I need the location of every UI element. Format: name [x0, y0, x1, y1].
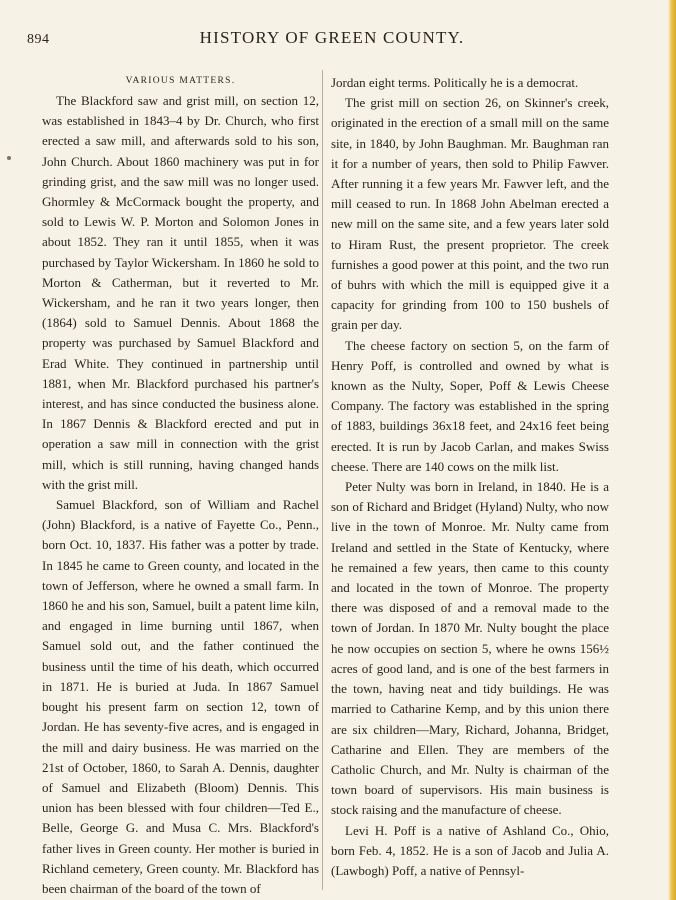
paragraph: Peter Nulty was born in Ireland, in 1840. He is a son of Richard and Bridget (Hyland) Nulty, who now live in the town of Monroe. Mr. Nulty came from Ireland and settled in the State of Kentucky, where he remained a few years, then came to this county and located in the town of Monroe. The property there was disposed of and a removal made to the town of Jordan. In 1870 Mr. Nulty bought the place he now occupies on section 5, where he owns 156½ acres of good land, and is one of the best farmers in the town, having neat and tidy buildings. He was married to Catharine Kemp, and by this union there are six children—Mary, Richard, Johanna, Bridget, Catharine and Ellen. They are members of the Catholic Church, and Mr. Nulty is chairman of the town board of supervisors. His main business is stock raising and the manufacture of cheese.: [331, 479, 609, 818]
running-title: HISTORY OF GREEN COUNTY.: [199, 28, 465, 47]
right-column: [331, 73, 609, 881]
page-number: 894: [27, 32, 50, 47]
paragraph: The Blackford saw and grist mill, on section 12, was established in 1843–4 by Dr. Church, who first erected a saw mill, and afterwards sold to his son, John Church. About 1860 machinery was put in for grinding grist, and the saw mill was no longer used. Ghormley & McCormack bought the property, and sold to Lewis W. P. Morton and Solomon Jones in about 1852. They ran it until 1855, when it was purchased by Taylor Wickersham. In 1860 he sold to Morton & Catherman, but it reverted to Mr. Wickersham, and he ran it two years longer, then (1864) sold to Samuel Dennis. About 1868 the property was purchased by Samuel Blackford and Erad White. They continued in partnership until 1881, when Mr. Blackford purchased his partner's interest, and has since conducted the business alone. In 1867 Dennis & Blackford erected and put in operation a saw mill in connection with the grist mill, which is still running, having changed hands with the grist mill.: [42, 93, 319, 492]
section-heading: VARIOUS MATTERS.: [125, 76, 236, 86]
column-divider: [322, 70, 323, 890]
paragraph: The grist mill on section 26, on Skinner's creek, originated in the erection of a small mill on the same site, in 1840, by John Baughman. Mr. Baughman ran it for a number of years, then sold to Philip Fawver. After running it a few years Mr. Fawver left, and the mill ceased to run. In 1868 John Abelman erected a new mill on the same site, and a few years later sold to Hiram Rust, the present proprietor. The creek furnishes a good power at this point, and the two run of buhrs with which the mill is equipped give it a capacity for grinding from 100 to 150 bushels of grain per day.: [331, 95, 609, 333]
paragraph-continued: Jordan eight terms. Politically he is a democrat.: [331, 75, 579, 90]
page-header: [27, 24, 637, 48]
paragraph: Levi H. Poff is a native of Ashland Co., Ohio, born Feb. 4, 1852. He is a son of Jacob and Julia A. (Lawbogh) Poff, a native of Pennsyl-: [331, 822, 609, 878]
page-edge: [668, 0, 676, 900]
paragraph: Samuel Blackford, son of William and Rachel (John) Blackford, is a native of Fayette Co., Penn., born Oct. 10, 1837. His father was a potter by trade. In 1845 he came to Green county, and located in the town of Jefferson, where he owned a small farm. In 1860 he and his son, Samuel, built a patent lime kiln, and engaged in lime burning until 1867, when Samuel sold out, and the father continued the business until the time of his death, which occurred in 1871. He is buried at Juda. In 1867 Samuel bought his present farm on section 12, town of Jordan. He has seventy-five acres, and is engaged in the mill and dairy business. He was married on the 21st of October, 1860, to Sarah A. Dennis, daughter of Samuel and Elizabeth (Bloom) Dennis. This union has been blessed with four children—Ted E., Belle, George G. and Musa C. Mrs. Blackford's father lives in Green county. Her mother is buried in Richland cemetery, Green county. Mr. Blackford has been chairman of the board of the town of: [42, 497, 319, 896]
left-column: [42, 73, 319, 899]
paragraph: The cheese factory on section 5, on the farm of Henry Poff, is controlled and owned by what is known as the Nulty, Soper, Poff & Lewis Cheese Company. The factory was established in the spring of 1883, buildings 36x18 feet, and 24x16 feet being erected. It is run by Jacob Carlan, and makes Swiss cheese. There are 140 cows on the milk list.: [331, 337, 609, 474]
margin-mark: [7, 156, 11, 160]
